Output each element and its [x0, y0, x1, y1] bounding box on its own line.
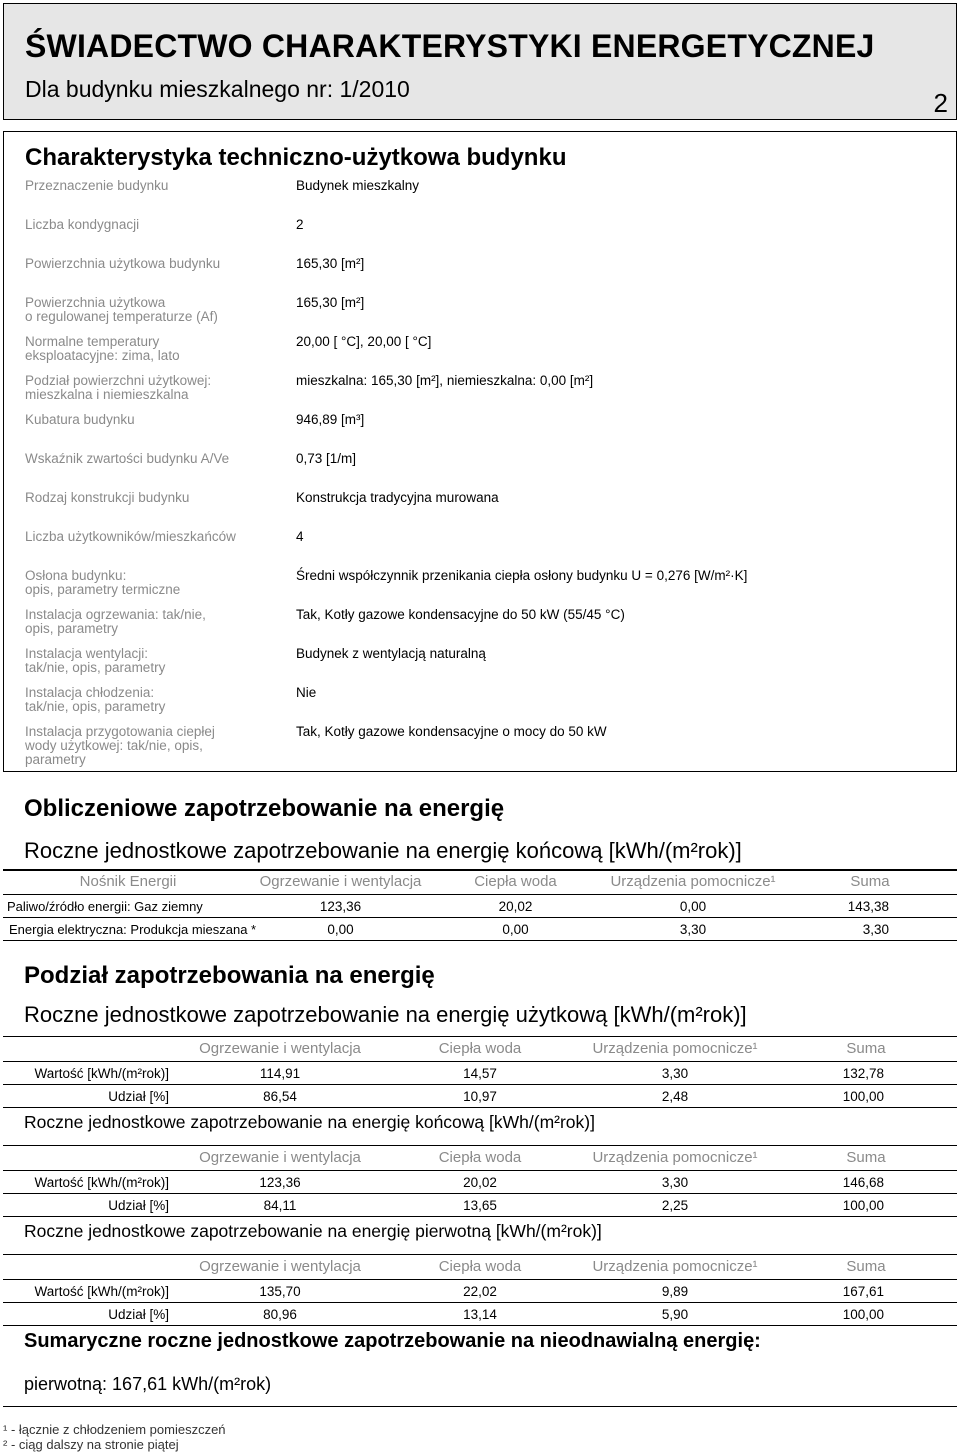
spec-label: Powierzchnia użytkowa o regulowanej temperaturze (Af) [25, 295, 218, 324]
divider [3, 1325, 957, 1326]
divider [3, 1254, 957, 1255]
table-cell: 0,00 [327, 922, 354, 937]
column-header: Urządzenia pomocnicze¹ [610, 873, 776, 890]
table-cell: 10,97 [463, 1089, 497, 1104]
page-number: 2 [933, 88, 948, 118]
footnote: ¹ - łącznie z chłodzeniem pomieszczeń [3, 1422, 226, 1437]
divider [3, 1145, 957, 1146]
spec-label: Instalacja chłodzenia: tak/nie, opis, parametry [25, 685, 166, 714]
summary-title: Sumaryczne roczne jednostkowe zapotrzebowanie na nieodnawialną energię: [24, 1330, 761, 1352]
table-cell: 135,70 [259, 1284, 301, 1299]
table-cell: 3,30 [661, 1066, 689, 1081]
spec-label: Liczba kondygnacji [25, 217, 140, 232]
spec-value: Budynek mieszkalny [296, 178, 420, 193]
table-cell: 100,00 [842, 1307, 884, 1322]
column-header: Suma [846, 1149, 886, 1166]
spec-label: Osłona budynku: opis, parametry termiczne [25, 568, 181, 597]
calc-subtitle: Roczne jednostkowe zapotrzebowanie na energię końcową [kWh/(m²rok)] [24, 838, 742, 863]
table-cell: 2,25 [661, 1198, 689, 1213]
divider [3, 940, 957, 941]
divider [3, 894, 957, 895]
spec-value: 0,73 [1/m] [296, 451, 357, 466]
table-cell: 14,57 [463, 1066, 497, 1081]
column-header: Ogrzewanie i wentylacja [259, 873, 422, 890]
column-header: Ciepła woda [438, 1040, 522, 1057]
column-header: Urządzenia pomocnicze¹ [592, 1040, 758, 1057]
row-label: Wartość [kWh/(m²rok)] [34, 1175, 169, 1190]
row-label: Wartość [kWh/(m²rok)] [34, 1284, 169, 1299]
spec-value: 165,30 [m²] [296, 256, 365, 271]
spec-value: 4 [296, 529, 304, 544]
spec-value: Tak, Kotły gazowe kondensacyjne do 50 kW (55/45 °C) [296, 607, 625, 622]
row-label: Energia elektryczna: Produkcja mieszana * [9, 922, 257, 937]
table-cell: 3,30 [661, 1175, 689, 1190]
table-cell: 100,00 [842, 1089, 884, 1104]
row-label: Wartość [kWh/(m²rok)] [34, 1066, 169, 1081]
spec-label: Kubatura budynku [25, 412, 135, 427]
table-cell: 123,36 [319, 899, 362, 914]
table-cell: 22,02 [463, 1284, 497, 1299]
column-header: Ogrzewanie i wentylacja [199, 1258, 361, 1275]
divider [3, 1302, 957, 1303]
column-header: Ogrzewanie i wentylacja [199, 1149, 361, 1166]
column-header: Suma [850, 873, 890, 890]
column-header: Suma [846, 1258, 886, 1275]
column-header: Urządzenia pomocnicze¹ [592, 1258, 758, 1275]
divider [3, 869, 957, 871]
table-cell: 3,30 [679, 922, 707, 937]
spec-label: Rodzaj konstrukcji budynku [25, 490, 190, 505]
split-section-title: Podział zapotrzebowania na energię [24, 962, 435, 989]
table-cell: 146,68 [842, 1175, 884, 1190]
spec-label: Wskaźnik zwartości budynku A/Ve [25, 451, 230, 466]
table-cell: 5,90 [661, 1307, 689, 1322]
table-cell: 167,61 [842, 1284, 884, 1299]
spec-label: Powierzchnia użytkowa budynku [25, 256, 221, 271]
column-header: Ciepła woda [438, 1258, 522, 1275]
technical-characteristics-section [3, 131, 957, 772]
spec-label: Instalacja ogrzewania: tak/nie, opis, parametry [25, 607, 206, 636]
divider [3, 1107, 957, 1108]
document-subtitle: Dla budynku mieszkalnego nr: 1/2010 [25, 76, 410, 102]
document-title: ŚWIADECTWO CHARAKTERYSTYKI ENERGETYCZNEJ [25, 28, 875, 64]
row-label: Udział [%] [108, 1307, 169, 1322]
spec-value: 20,00 [ °C], 20,00 [ °C] [296, 334, 432, 349]
column-header: Suma [846, 1040, 886, 1057]
divider [3, 917, 957, 918]
spec-value: 165,30 [m²] [296, 295, 365, 310]
divider [3, 1193, 957, 1194]
table-cell: 0,00 [502, 922, 529, 937]
table-cell: 20,02 [498, 899, 533, 914]
final-energy-title: Roczne jednostkowe zapotrzebowanie na energię końcową [kWh/(m²rok)] [24, 1112, 595, 1132]
divider [3, 1061, 957, 1062]
divider [3, 1279, 957, 1280]
spec-label: Normalne temperatury eksploatacyjne: zima, lato [25, 334, 180, 363]
spec-value: Konstrukcja tradycyjna murowana [296, 490, 499, 505]
spec-label: Instalacja wentylacji: tak/nie, opis, parametry [25, 646, 166, 675]
spec-label: Liczba użytkowników/mieszkańców [25, 529, 236, 544]
spec-label: Przeznaczenie budynku [25, 178, 169, 193]
row-label: Udział [%] [108, 1198, 169, 1213]
divider [3, 1406, 957, 1407]
divider [3, 1084, 957, 1085]
table-cell: 143,38 [847, 899, 889, 914]
table-cell: 132,78 [842, 1066, 884, 1081]
row-label: Udział [%] [108, 1089, 169, 1104]
table-cell: 100,00 [842, 1198, 884, 1213]
document-header [3, 3, 957, 120]
table-cell: 13,65 [463, 1198, 497, 1213]
spec-value: Tak, Kotły gazowe kondensacyjne o mocy do 50 kW [296, 724, 607, 739]
spec-value: 946,89 [m³] [296, 412, 365, 427]
table-cell: 123,36 [259, 1175, 301, 1190]
table-cell: 13,14 [463, 1307, 497, 1322]
spec-value: Średni współczynnik przenikania ciepła osłony budynku U = 0,276 [W/m²·K] [296, 568, 748, 583]
useful-energy-title: Roczne jednostkowe zapotrzebowanie na energię użytkową [kWh/(m²rok)] [24, 1002, 747, 1027]
calc-section-title: Obliczeniowe zapotrzebowanie na energię [24, 795, 505, 822]
column-header: Urządzenia pomocnicze¹ [592, 1149, 758, 1166]
table-cell: 3,30 [862, 922, 889, 937]
table-cell: 0,00 [679, 899, 707, 914]
divider [3, 1216, 957, 1217]
column-header: Ciepła woda [438, 1149, 522, 1166]
spec-value: 2 [296, 217, 304, 232]
spec-label: Podział powierzchni użytkowej: mieszkalna i niemieszkalna [25, 373, 212, 402]
row-label: Paliwo/źródło energii: Gaz ziemny [7, 899, 203, 914]
footnote: ² - ciąg dalszy na stronie piątej [3, 1437, 179, 1452]
spec-value: Nie [296, 685, 317, 700]
table-cell: 9,89 [661, 1284, 689, 1299]
table-cell: 20,02 [463, 1175, 497, 1190]
spec-label: Instalacja przygotowania ciepłej wody użytkowej: tak/nie, opis, parametry [25, 724, 215, 767]
divider [3, 1036, 957, 1037]
summary-value: pierwotną: 167,61 kWh/(m²rok) [24, 1374, 272, 1394]
column-header: Ciepła woda [474, 873, 557, 890]
table-cell: 86,54 [263, 1089, 297, 1104]
table-cell: 84,11 [263, 1198, 297, 1213]
column-header: Nośnik Energii [79, 873, 177, 890]
column-header: Ogrzewanie i wentylacja [199, 1040, 361, 1057]
spec-value: Budynek z wentylacją naturalną [296, 646, 486, 661]
table-cell: 114,91 [259, 1066, 301, 1081]
spec-value: mieszkalna: 165,30 [m²], niemieszkalna: 0,00 [m²] [296, 373, 594, 388]
table-cell: 2,48 [661, 1089, 689, 1104]
table-cell: 80,96 [263, 1307, 297, 1322]
divider [3, 1170, 957, 1171]
primary-energy-title: Roczne jednostkowe zapotrzebowanie na energię pierwotną [kWh/(m²rok)] [24, 1221, 602, 1241]
section-title: Charakterystyka techniczno-użytkowa budynku [25, 144, 567, 171]
